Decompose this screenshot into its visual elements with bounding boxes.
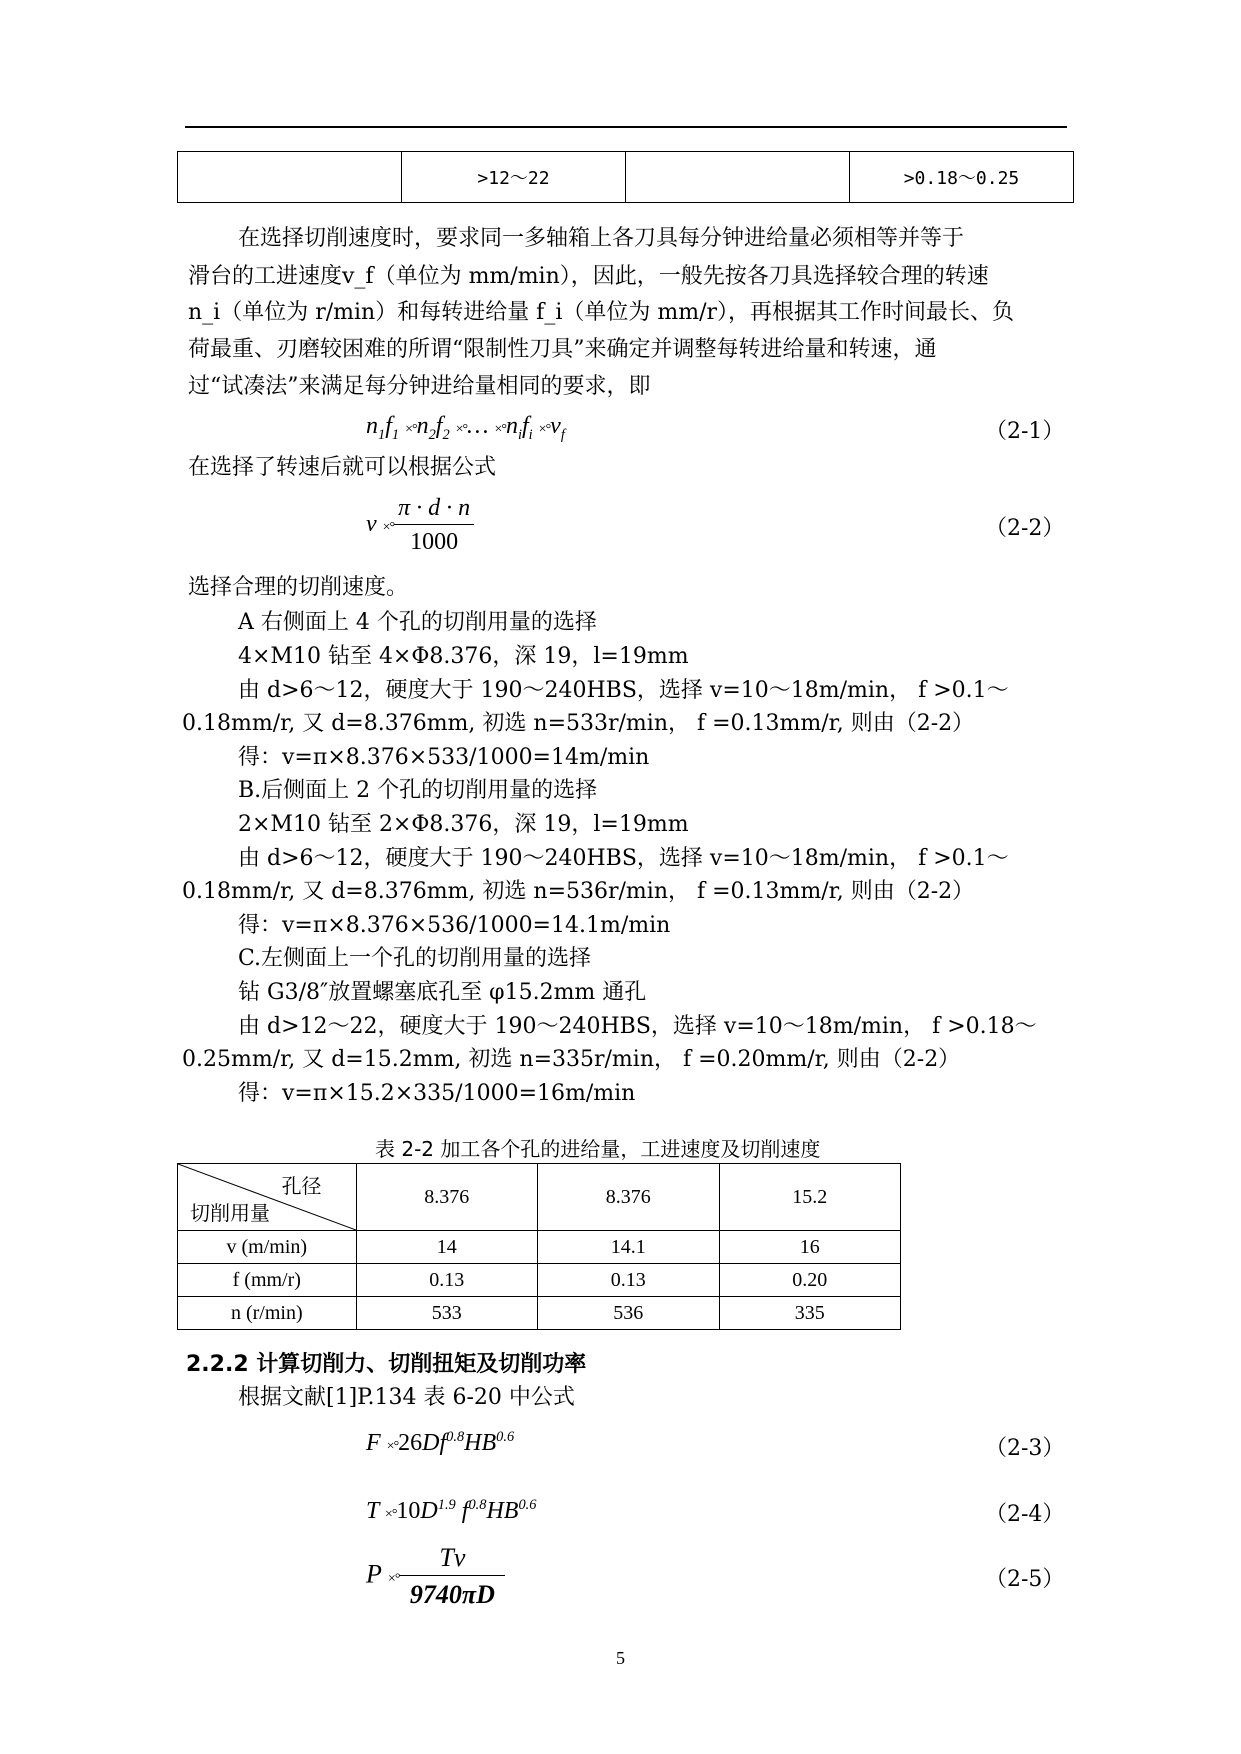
equation-2-5: P ×° $\frac{Tv}{9740\pi D}$ — [366, 1543, 505, 1610]
paragraph-line: 0.25mm/r, 又 d=15.2mm, 初选 n=335r/min， f =0.20mm/r, 则由（2-2） — [182, 1047, 961, 1072]
fraction-denominator: 9740πD — [409, 1580, 495, 1609]
fraction-denominator: 1000 — [410, 529, 459, 555]
table-cell: >0.18～0.25 — [850, 152, 1074, 203]
table-corner-cell — [178, 1164, 357, 1231]
equation-number: （2-5） — [985, 1567, 1065, 1592]
paragraph-line: 0.18mm/r, 又 d=8.376mm, 初选 n=533r/min， f =0.13mm/r, 则由（2-2） — [182, 711, 975, 736]
corner-label-top: 孔径 — [281, 1174, 322, 1198]
equation-number: （2-1） — [985, 419, 1065, 444]
subsection-title: B.后侧面上 2 个孔的切削用量的选择 — [238, 778, 598, 803]
equation-2-3: $F \times^\circ 26Df^{0.8}HB^{0.6}$ — [366, 1429, 515, 1456]
table-cell: 14 — [356, 1231, 537, 1264]
fraction-numerator: π · d · n — [394, 495, 474, 525]
paragraph-line: 选择合理的切削速度。 — [188, 575, 409, 600]
table-row — [178, 1231, 901, 1264]
table-cell: 0.20 — [719, 1264, 900, 1297]
table-header-cell: 8.376 — [356, 1164, 537, 1231]
paragraph-line: 滑台的工进速度v_f（单位为 mm/min），因此，一般先按各刀具选择较合理的转速 — [188, 264, 989, 289]
table-cell: 14.1 — [538, 1231, 719, 1264]
table-header-cell: 8.376 — [538, 1164, 719, 1231]
paragraph-line: 0.18mm/r, 又 d=8.376mm, 初选 n=536r/min， f =0.13mm/r, 则由（2-2） — [182, 879, 975, 904]
continued-table — [177, 151, 1074, 203]
table-row — [178, 1264, 901, 1297]
table-row-label: f (mm/r) — [178, 1264, 357, 1297]
table-cell: >12～22 — [402, 152, 626, 203]
table-cell: 0.13 — [538, 1264, 719, 1297]
paragraph-line: 由 d>6～12，硬度大于 190～240HBS，选择 v=10～18m/min， f >0.1～ — [238, 678, 1009, 703]
paragraph-line: 钻 G3/8″放置螺塞底孔至 φ15.2mm 通孔 — [238, 980, 647, 1005]
section-heading: 2.2.2 计算切削力、切削扭矩及切削功率 — [186, 1352, 587, 1377]
page-number: 5 — [616, 1648, 625, 1668]
header-rule — [185, 126, 1067, 128]
equation-2-4: $T \times^\circ 10D^{1.9}$ $f^{0.8}HB^{0.6}$ — [366, 1497, 537, 1524]
table-caption: 表 2-2 加工各个孔的进给量，工进速度及切削速度 — [375, 1137, 821, 1161]
paragraph-line: n_i（单位为 r/min）和每转进给量 f_i（单位为 mm/r），再根据其工作时间最长、负 — [188, 300, 1015, 325]
paragraph-line: 根据文献[1]P.134 表 6-20 中公式 — [238, 1385, 575, 1410]
paragraph-line: 由 d>12～22，硬度大于 190～240HBS，选择 v=10～18m/min， f >0.18～ — [238, 1014, 1037, 1039]
table-cell: 533 — [356, 1297, 537, 1330]
table-cell: 536 — [538, 1297, 719, 1330]
corner-label-bottom: 切削用量 — [190, 1201, 270, 1225]
paragraph-line: 得：v=π×8.376×533/1000=14m/min — [238, 745, 650, 770]
table-header-row — [178, 1164, 901, 1231]
table-cell: 335 — [719, 1297, 900, 1330]
feed-speed-table — [177, 1163, 901, 1330]
table-row — [178, 1297, 901, 1330]
table-header-cell: 15.2 — [719, 1164, 900, 1231]
paragraph-line: 得：v=π×15.2×335/1000=16m/min — [238, 1081, 636, 1106]
equation-number: （2-2） — [985, 516, 1065, 541]
fraction-numerator: Tv — [399, 1543, 505, 1576]
paragraph-line: 在选择切削速度时，要求同一多轴箱上各刀具每分钟进给量必须相等并等于 — [238, 226, 965, 251]
table-cell — [178, 152, 402, 203]
paragraph-line: 2×M10 钻至 2×Φ8.376，深 19，l=19mm — [238, 812, 689, 837]
paragraph-line: 由 d>6～12，硬度大于 190～240HBS，选择 v=10～18m/min， f >0.1～ — [238, 846, 1009, 871]
paragraph-line: 过“试凑法”来满足每分钟进给量相同的要求，即 — [188, 374, 651, 399]
equation-2-2: v ×° $\frac{\pi \cdot d \cdot n}{1000}$ — [366, 495, 474, 556]
table-row-label: n (r/min) — [178, 1297, 357, 1330]
equation-2-1: $n_1f_1 \times^\circ n_2f_2$ ×°… $\times^\circ n_if_i \times^\circ v_f$ — [366, 413, 565, 443]
equation-number: （2-4） — [985, 1502, 1065, 1527]
paragraph-line: 4×M10 钻至 4×Φ8.376，深 19，l=19mm — [238, 644, 689, 669]
table-cell — [626, 152, 850, 203]
subsection-title: C.左侧面上一个孔的切削用量的选择 — [238, 946, 592, 971]
table-cell: 16 — [719, 1231, 900, 1264]
paragraph-line: 荷最重、刃磨较困难的所谓“限制性刀具”来确定并调整每转进给量和转速，通 — [188, 337, 937, 362]
table-row-label: v (m/min) — [178, 1231, 357, 1264]
paragraph-line: 在选择了转速后就可以根据公式 — [188, 455, 497, 480]
subsection-title: A 右侧面上 4 个孔的切削用量的选择 — [238, 610, 597, 635]
paragraph-line: 得：v=π×8.376×536/1000=14.1m/min — [238, 913, 671, 938]
table-row — [178, 152, 1074, 203]
equation-number: （2-3） — [985, 1436, 1065, 1461]
table-cell: 0.13 — [356, 1264, 537, 1297]
